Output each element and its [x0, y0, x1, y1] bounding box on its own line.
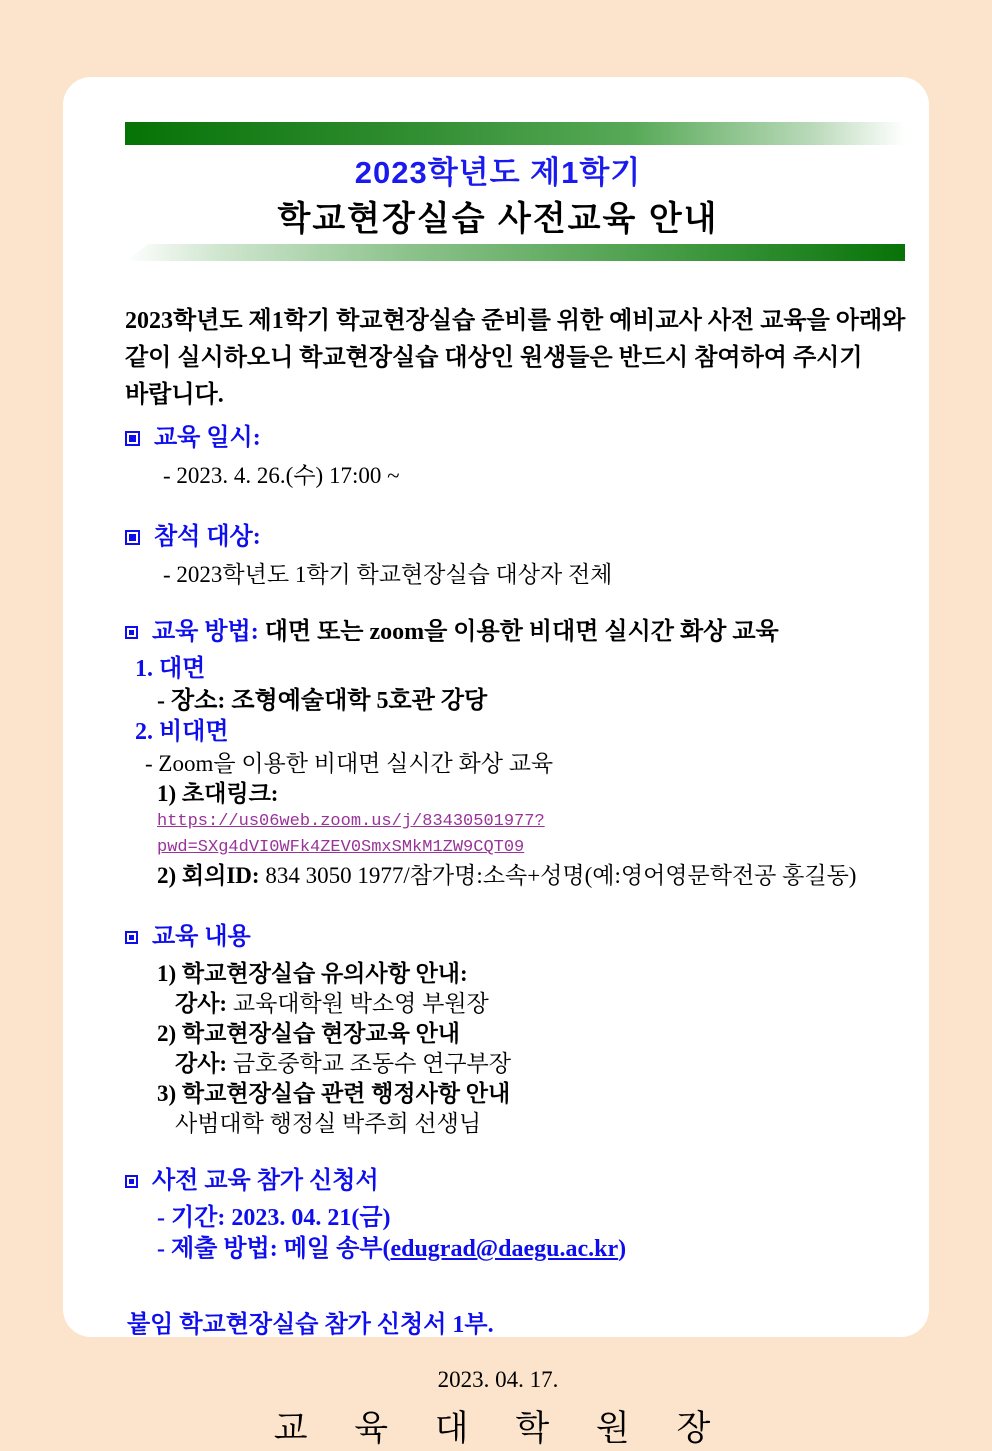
notice-main-title: 학교현장실습 사전교육 안내: [277, 200, 719, 238]
content-item-3-title: 3) 학교현장실습 관련 행정사항 안내: [157, 1081, 511, 1106]
meeting-id-value: 834 3050 1977/참가명:소속+성명(예:영어영문학전공 홍길동): [259, 863, 857, 888]
content-item-2-lecturer: [175, 1049, 901, 1079]
method-heading-label: 교육 방법:: [152, 619, 259, 645]
method-item1-title: 1. 대면: [135, 656, 206, 682]
attachment-note: 붙임 학교현장실습 참가 신청서 1부.: [127, 1312, 494, 1338]
section-schedule-heading: [125, 422, 901, 454]
bottom-accent-bar: [125, 244, 905, 261]
content-item-2-title: 2) 학교현장실습 현장교육 안내: [157, 1021, 461, 1046]
lecturer-name: 교육대학원 박소영 부원장: [227, 991, 489, 1016]
content-item-1-lecturer: [175, 989, 901, 1019]
issuer-signature: 교 육 대 학 원 장: [273, 1409, 723, 1448]
method-item2-description: - Zoom을 이용한 비대면 실시간 화상 교육: [145, 751, 554, 776]
square-bullet-icon: [125, 530, 140, 545]
notice-semester-title: 2023학년도 제1학기: [354, 155, 642, 190]
section-attendees-heading: [125, 521, 901, 553]
submit-method-suffix: ): [618, 1236, 627, 1262]
zoom-invite-link[interactable]: https://us06web.zoom.us/j/83430501977?pwd=SXg4dVI0WFk4ZEV0SmxSMkM1ZW9CQT09: [157, 812, 545, 857]
square-bullet-icon: [125, 431, 140, 446]
content-item-1-title: 1) 학교현장실습 유의사항 안내:: [157, 961, 468, 986]
attendees-value: - 2023학년도 1학기 학교현장실습 대상자 전체: [163, 562, 613, 587]
meeting-id-label: 2) 회의ID:: [157, 863, 260, 888]
section-contents-heading: [125, 921, 901, 953]
application-heading-label: 사전 교육 참가 신청서: [152, 1168, 379, 1194]
issue-date: 2023. 04. 17.: [437, 1367, 559, 1392]
application-submit-line: [157, 1234, 901, 1265]
content-item-3-lecturer: [175, 1109, 901, 1139]
application-period: - 기간: 2023. 04. 21(금): [157, 1205, 391, 1231]
submission-email-link[interactable]: edugrad@daegu.ac.kr: [390, 1236, 619, 1262]
notice-card: [63, 77, 929, 1448]
section-application-heading: [125, 1165, 901, 1197]
square-bullet-icon: [125, 626, 138, 639]
method-heading-description: 대면 또는 zoom을 이용한 비대면 실시간 화상 교육: [264, 619, 779, 645]
schedule-heading-label: 교육 일시:: [154, 425, 261, 451]
attendees-heading-label: 참석 대상:: [154, 524, 261, 550]
lecturer-label: 강사:: [175, 991, 228, 1016]
section-method-heading: [125, 616, 901, 648]
meeting-id-line: [157, 861, 901, 891]
invite-link-label: 1) 초대링크:: [157, 781, 279, 806]
lecturer-label: 강사:: [175, 1051, 228, 1076]
square-bullet-icon: [125, 931, 138, 944]
lecturer-name: 금호중학교 조동수 연구부장: [227, 1051, 511, 1076]
submit-method-prefix: - 제출 방법: 메일 송부(: [157, 1236, 391, 1262]
method-item1-place: - 장소: 조형예술대학 5호관 강당: [157, 688, 488, 714]
intro-paragraph: 2023학년도 제1학기 학교현장실습 준비를 위한 예비교사 사전 교육을 아래와 같이 실시하오니 학교현장실습 대상인 원생들은 반드시 참여하여 주시기 바랍니다.: [125, 308, 906, 408]
square-bullet-icon: [125, 1175, 138, 1188]
top-accent-bar: [125, 122, 905, 145]
lecturer-name: 사범대학 행정실 박주희 선생님: [175, 1111, 482, 1136]
contents-heading-label: 교육 내용: [152, 924, 251, 950]
method-item2-title: 2. 비대면: [135, 719, 229, 745]
schedule-date-value: - 2023. 4. 26.(수) 17:00 ~: [163, 463, 400, 488]
